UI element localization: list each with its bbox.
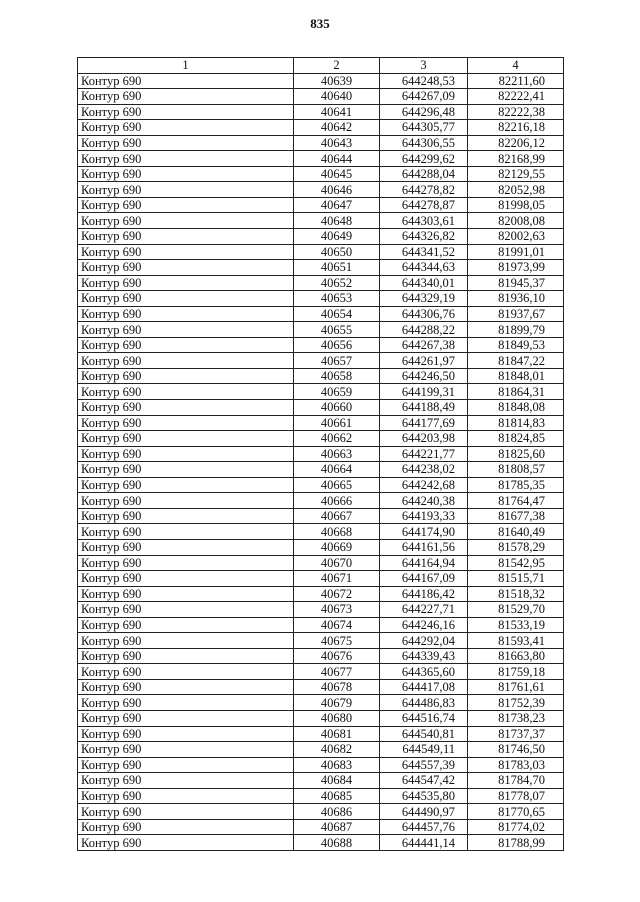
point-number-cell: 40687 <box>294 819 380 835</box>
x-coordinate-cell: 644193,33 <box>380 508 468 524</box>
x-coordinate-cell: 644167,09 <box>380 571 468 587</box>
point-number-cell: 40671 <box>294 571 380 587</box>
x-coordinate-cell: 644490,97 <box>380 804 468 820</box>
table-row <box>78 400 564 416</box>
y-coordinate-cell: 82222,41 <box>468 89 564 105</box>
table-row <box>78 197 564 213</box>
x-coordinate-cell: 644174,90 <box>380 524 468 540</box>
page-number: 835 <box>310 16 330 31</box>
table-row <box>78 679 564 695</box>
point-number-cell: 40685 <box>294 788 380 804</box>
x-coordinate-cell: 644221,77 <box>380 446 468 462</box>
table-row <box>78 73 564 89</box>
table-row <box>78 446 564 462</box>
point-number-cell: 40648 <box>294 213 380 229</box>
x-coordinate-cell: 644457,76 <box>380 819 468 835</box>
y-coordinate-cell: 81848,01 <box>468 368 564 384</box>
y-coordinate-cell: 81847,22 <box>468 353 564 369</box>
table-row <box>78 664 564 680</box>
point-number-cell: 40680 <box>294 710 380 726</box>
y-coordinate-cell: 81761,61 <box>468 679 564 695</box>
point-number-cell: 40664 <box>294 462 380 478</box>
table-row <box>78 602 564 618</box>
point-number-cell: 40679 <box>294 695 380 711</box>
y-coordinate-cell: 81663,80 <box>468 648 564 664</box>
table-row <box>78 120 564 136</box>
x-coordinate-cell: 644278,87 <box>380 197 468 213</box>
contour-name-cell: Контур 690 <box>78 322 294 338</box>
x-coordinate-cell: 644177,69 <box>380 415 468 431</box>
table-row <box>78 151 564 167</box>
y-coordinate-cell: 81515,71 <box>468 571 564 587</box>
y-coordinate-cell: 82008,08 <box>468 213 564 229</box>
y-coordinate-cell: 81752,39 <box>468 695 564 711</box>
point-number-cell: 40676 <box>294 648 380 664</box>
contour-name-cell: Контур 690 <box>78 508 294 524</box>
x-coordinate-cell: 644486,83 <box>380 695 468 711</box>
column-header-1: 1 <box>78 58 294 74</box>
y-coordinate-cell: 82222,38 <box>468 104 564 120</box>
table-row <box>78 586 564 602</box>
table-row <box>78 477 564 493</box>
table-row <box>78 571 564 587</box>
table-row <box>78 291 564 307</box>
y-coordinate-cell: 81824,85 <box>468 431 564 447</box>
x-coordinate-cell: 644246,50 <box>380 368 468 384</box>
x-coordinate-cell: 644227,71 <box>380 602 468 618</box>
point-number-cell: 40642 <box>294 120 380 136</box>
table-row <box>78 555 564 571</box>
contour-name-cell: Контур 690 <box>78 120 294 136</box>
x-coordinate-cell: 644516,74 <box>380 710 468 726</box>
point-number-cell: 40657 <box>294 353 380 369</box>
contour-name-cell: Контур 690 <box>78 788 294 804</box>
table-row <box>78 275 564 291</box>
contour-name-cell: Контур 690 <box>78 306 294 322</box>
point-number-cell: 40650 <box>294 244 380 260</box>
x-coordinate-cell: 644417,08 <box>380 679 468 695</box>
contour-name-cell: Контур 690 <box>78 151 294 167</box>
y-coordinate-cell: 81783,03 <box>468 757 564 773</box>
contour-name-cell: Контур 690 <box>78 679 294 695</box>
contour-name-cell: Контур 690 <box>78 353 294 369</box>
contour-name-cell: Контур 690 <box>78 368 294 384</box>
x-coordinate-cell: 644278,82 <box>380 182 468 198</box>
x-coordinate-cell: 644339,43 <box>380 648 468 664</box>
contour-name-cell: Контур 690 <box>78 275 294 291</box>
y-coordinate-cell: 81973,99 <box>468 260 564 276</box>
contour-name-cell: Контур 690 <box>78 229 294 245</box>
y-coordinate-cell: 82002,63 <box>468 229 564 245</box>
y-coordinate-cell: 81542,95 <box>468 555 564 571</box>
contour-name-cell: Контур 690 <box>78 819 294 835</box>
contour-name-cell: Контур 690 <box>78 291 294 307</box>
x-coordinate-cell: 644306,76 <box>380 306 468 322</box>
x-coordinate-cell: 644246,16 <box>380 617 468 633</box>
table-row <box>78 89 564 105</box>
y-coordinate-cell: 81825,60 <box>468 446 564 462</box>
contour-name-cell: Контур 690 <box>78 539 294 555</box>
x-coordinate-cell: 644261,97 <box>380 353 468 369</box>
point-number-cell: 40647 <box>294 197 380 213</box>
x-coordinate-cell: 644240,38 <box>380 493 468 509</box>
point-number-cell: 40644 <box>294 151 380 167</box>
y-coordinate-cell: 81764,47 <box>468 493 564 509</box>
column-header-3: 3 <box>380 58 468 74</box>
table-row <box>78 306 564 322</box>
point-number-cell: 40677 <box>294 664 380 680</box>
point-number-cell: 40639 <box>294 73 380 89</box>
contour-name-cell: Контур 690 <box>78 555 294 571</box>
table-row <box>78 431 564 447</box>
x-coordinate-cell: 644288,22 <box>380 322 468 338</box>
point-number-cell: 40675 <box>294 633 380 649</box>
table-row <box>78 710 564 726</box>
contour-name-cell: Контур 690 <box>78 213 294 229</box>
x-coordinate-cell: 644535,80 <box>380 788 468 804</box>
contour-name-cell: Контур 690 <box>78 742 294 758</box>
contour-name-cell: Контур 690 <box>78 664 294 680</box>
contour-name-cell: Контур 690 <box>78 710 294 726</box>
point-number-cell: 40661 <box>294 415 380 431</box>
x-coordinate-cell: 644296,48 <box>380 104 468 120</box>
point-number-cell: 40662 <box>294 431 380 447</box>
x-coordinate-cell: 644549,11 <box>380 742 468 758</box>
x-coordinate-cell: 644199,31 <box>380 384 468 400</box>
point-number-cell: 40654 <box>294 306 380 322</box>
point-number-cell: 40663 <box>294 446 380 462</box>
contour-name-cell: Контур 690 <box>78 260 294 276</box>
table-row <box>78 244 564 260</box>
x-coordinate-cell: 644340,01 <box>380 275 468 291</box>
point-number-cell: 40683 <box>294 757 380 773</box>
contour-name-cell: Контур 690 <box>78 571 294 587</box>
contour-name-cell: Контур 690 <box>78 757 294 773</box>
table-row <box>78 353 564 369</box>
table-row <box>78 539 564 555</box>
table-row <box>78 415 564 431</box>
y-coordinate-cell: 82216,18 <box>468 120 564 136</box>
table-row <box>78 229 564 245</box>
contour-name-cell: Контур 690 <box>78 431 294 447</box>
point-number-cell: 40686 <box>294 804 380 820</box>
y-coordinate-cell: 81848,08 <box>468 400 564 416</box>
x-coordinate-cell: 644303,61 <box>380 213 468 229</box>
contour-name-cell: Контур 690 <box>78 166 294 182</box>
table-row <box>78 508 564 524</box>
table-row <box>78 260 564 276</box>
point-number-cell: 40658 <box>294 368 380 384</box>
x-coordinate-cell: 644248,53 <box>380 73 468 89</box>
table-row <box>78 648 564 664</box>
contour-name-cell: Контур 690 <box>78 477 294 493</box>
contour-name-cell: Контур 690 <box>78 337 294 353</box>
x-coordinate-cell: 644329,19 <box>380 291 468 307</box>
point-number-cell: 40652 <box>294 275 380 291</box>
contour-name-cell: Контур 690 <box>78 73 294 89</box>
y-coordinate-cell: 81937,67 <box>468 306 564 322</box>
contour-name-cell: Контур 690 <box>78 244 294 260</box>
table-row <box>78 337 564 353</box>
contour-name-cell: Контур 690 <box>78 586 294 602</box>
table-row <box>78 726 564 742</box>
x-coordinate-cell: 644203,98 <box>380 431 468 447</box>
y-coordinate-cell: 81849,53 <box>468 337 564 353</box>
contour-name-cell: Контур 690 <box>78 400 294 416</box>
y-coordinate-cell: 81746,50 <box>468 742 564 758</box>
y-coordinate-cell: 81677,38 <box>468 508 564 524</box>
contour-name-cell: Контур 690 <box>78 602 294 618</box>
table-row <box>78 213 564 229</box>
x-coordinate-cell: 644299,62 <box>380 151 468 167</box>
y-coordinate-cell: 81518,32 <box>468 586 564 602</box>
y-coordinate-cell: 81533,19 <box>468 617 564 633</box>
x-coordinate-cell: 644188,49 <box>380 400 468 416</box>
point-number-cell: 40670 <box>294 555 380 571</box>
point-number-cell: 40688 <box>294 835 380 851</box>
point-number-cell: 40660 <box>294 400 380 416</box>
y-coordinate-cell: 81778,07 <box>468 788 564 804</box>
point-number-cell: 40651 <box>294 260 380 276</box>
y-coordinate-cell: 81899,79 <box>468 322 564 338</box>
x-coordinate-cell: 644326,82 <box>380 229 468 245</box>
y-coordinate-cell: 81529,70 <box>468 602 564 618</box>
table-row <box>78 835 564 851</box>
x-coordinate-cell: 644341,52 <box>380 244 468 260</box>
point-number-cell: 40667 <box>294 508 380 524</box>
x-coordinate-cell: 644344,63 <box>380 260 468 276</box>
y-coordinate-cell: 82206,12 <box>468 135 564 151</box>
y-coordinate-cell: 81738,23 <box>468 710 564 726</box>
y-coordinate-cell: 81945,37 <box>468 275 564 291</box>
column-header-2: 2 <box>294 58 380 74</box>
point-number-cell: 40643 <box>294 135 380 151</box>
table-row <box>78 462 564 478</box>
contour-name-cell: Контур 690 <box>78 773 294 789</box>
contour-name-cell: Контур 690 <box>78 633 294 649</box>
y-coordinate-cell: 81640,49 <box>468 524 564 540</box>
table-row <box>78 368 564 384</box>
x-coordinate-cell: 644238,02 <box>380 462 468 478</box>
point-number-cell: 40659 <box>294 384 380 400</box>
y-coordinate-cell: 81784,70 <box>468 773 564 789</box>
table-row <box>78 742 564 758</box>
contour-name-cell: Контур 690 <box>78 384 294 400</box>
x-coordinate-cell: 644441,14 <box>380 835 468 851</box>
contour-name-cell: Контур 690 <box>78 493 294 509</box>
point-number-cell: 40672 <box>294 586 380 602</box>
table-row <box>78 788 564 804</box>
table-row <box>78 773 564 789</box>
point-number-cell: 40645 <box>294 166 380 182</box>
table-row <box>78 166 564 182</box>
point-number-cell: 40669 <box>294 539 380 555</box>
contour-name-cell: Контур 690 <box>78 182 294 198</box>
x-coordinate-cell: 644186,42 <box>380 586 468 602</box>
y-coordinate-cell: 81578,29 <box>468 539 564 555</box>
table-row <box>78 493 564 509</box>
y-coordinate-cell: 82052,98 <box>468 182 564 198</box>
point-number-cell: 40665 <box>294 477 380 493</box>
contour-name-cell: Контур 690 <box>78 524 294 540</box>
point-number-cell: 40640 <box>294 89 380 105</box>
y-coordinate-cell: 81864,31 <box>468 384 564 400</box>
contour-name-cell: Контур 690 <box>78 835 294 851</box>
table-row <box>78 524 564 540</box>
table-header <box>78 58 564 74</box>
x-coordinate-cell: 644288,04 <box>380 166 468 182</box>
point-number-cell: 40678 <box>294 679 380 695</box>
contour-name-cell: Контур 690 <box>78 462 294 478</box>
table-row <box>78 104 564 120</box>
contour-name-cell: Контур 690 <box>78 695 294 711</box>
table-row <box>78 322 564 338</box>
y-coordinate-cell: 81998,05 <box>468 197 564 213</box>
table-body <box>78 73 564 850</box>
contour-name-cell: Контур 690 <box>78 648 294 664</box>
y-coordinate-cell: 81808,57 <box>468 462 564 478</box>
contour-name-cell: Контур 690 <box>78 197 294 213</box>
contour-name-cell: Контур 690 <box>78 617 294 633</box>
y-coordinate-cell: 82211,60 <box>468 73 564 89</box>
point-number-cell: 40684 <box>294 773 380 789</box>
y-coordinate-cell: 81814,83 <box>468 415 564 431</box>
x-coordinate-cell: 644305,77 <box>380 120 468 136</box>
contour-name-cell: Контур 690 <box>78 415 294 431</box>
x-coordinate-cell: 644365,60 <box>380 664 468 680</box>
x-coordinate-cell: 644164,94 <box>380 555 468 571</box>
point-number-cell: 40682 <box>294 742 380 758</box>
table-row <box>78 804 564 820</box>
table-row <box>78 757 564 773</box>
x-coordinate-cell: 644267,38 <box>380 337 468 353</box>
coordinates-table <box>77 57 564 851</box>
contour-name-cell: Контур 690 <box>78 804 294 820</box>
table-row <box>78 695 564 711</box>
y-coordinate-cell: 82129,55 <box>468 166 564 182</box>
table-row <box>78 617 564 633</box>
y-coordinate-cell: 81770,65 <box>468 804 564 820</box>
point-number-cell: 40673 <box>294 602 380 618</box>
x-coordinate-cell: 644267,09 <box>380 89 468 105</box>
contour-name-cell: Контур 690 <box>78 89 294 105</box>
contour-name-cell: Контур 690 <box>78 135 294 151</box>
y-coordinate-cell: 81936,10 <box>468 291 564 307</box>
table-row <box>78 819 564 835</box>
y-coordinate-cell: 81785,35 <box>468 477 564 493</box>
point-number-cell: 40653 <box>294 291 380 307</box>
point-number-cell: 40666 <box>294 493 380 509</box>
x-coordinate-cell: 644557,39 <box>380 757 468 773</box>
table-row <box>78 135 564 151</box>
point-number-cell: 40674 <box>294 617 380 633</box>
x-coordinate-cell: 644161,56 <box>380 539 468 555</box>
y-coordinate-cell: 81593,41 <box>468 633 564 649</box>
y-coordinate-cell: 81991,01 <box>468 244 564 260</box>
point-number-cell: 40641 <box>294 104 380 120</box>
table-row <box>78 182 564 198</box>
x-coordinate-cell: 644540,81 <box>380 726 468 742</box>
table-row <box>78 384 564 400</box>
point-number-cell: 40655 <box>294 322 380 338</box>
x-coordinate-cell: 644292,04 <box>380 633 468 649</box>
table-row <box>78 633 564 649</box>
y-coordinate-cell: 81774,02 <box>468 819 564 835</box>
contour-name-cell: Контур 690 <box>78 104 294 120</box>
header-row <box>78 58 564 74</box>
x-coordinate-cell: 644306,55 <box>380 135 468 151</box>
contour-name-cell: Контур 690 <box>78 726 294 742</box>
point-number-cell: 40681 <box>294 726 380 742</box>
contour-name-cell: Контур 690 <box>78 446 294 462</box>
point-number-cell: 40668 <box>294 524 380 540</box>
point-number-cell: 40656 <box>294 337 380 353</box>
column-header-4: 4 <box>468 58 564 74</box>
point-number-cell: 40649 <box>294 229 380 245</box>
y-coordinate-cell: 81788,99 <box>468 835 564 851</box>
x-coordinate-cell: 644242,68 <box>380 477 468 493</box>
y-coordinate-cell: 81737,37 <box>468 726 564 742</box>
y-coordinate-cell: 81759,18 <box>468 664 564 680</box>
x-coordinate-cell: 644547,42 <box>380 773 468 789</box>
y-coordinate-cell: 82168,99 <box>468 151 564 167</box>
point-number-cell: 40646 <box>294 182 380 198</box>
